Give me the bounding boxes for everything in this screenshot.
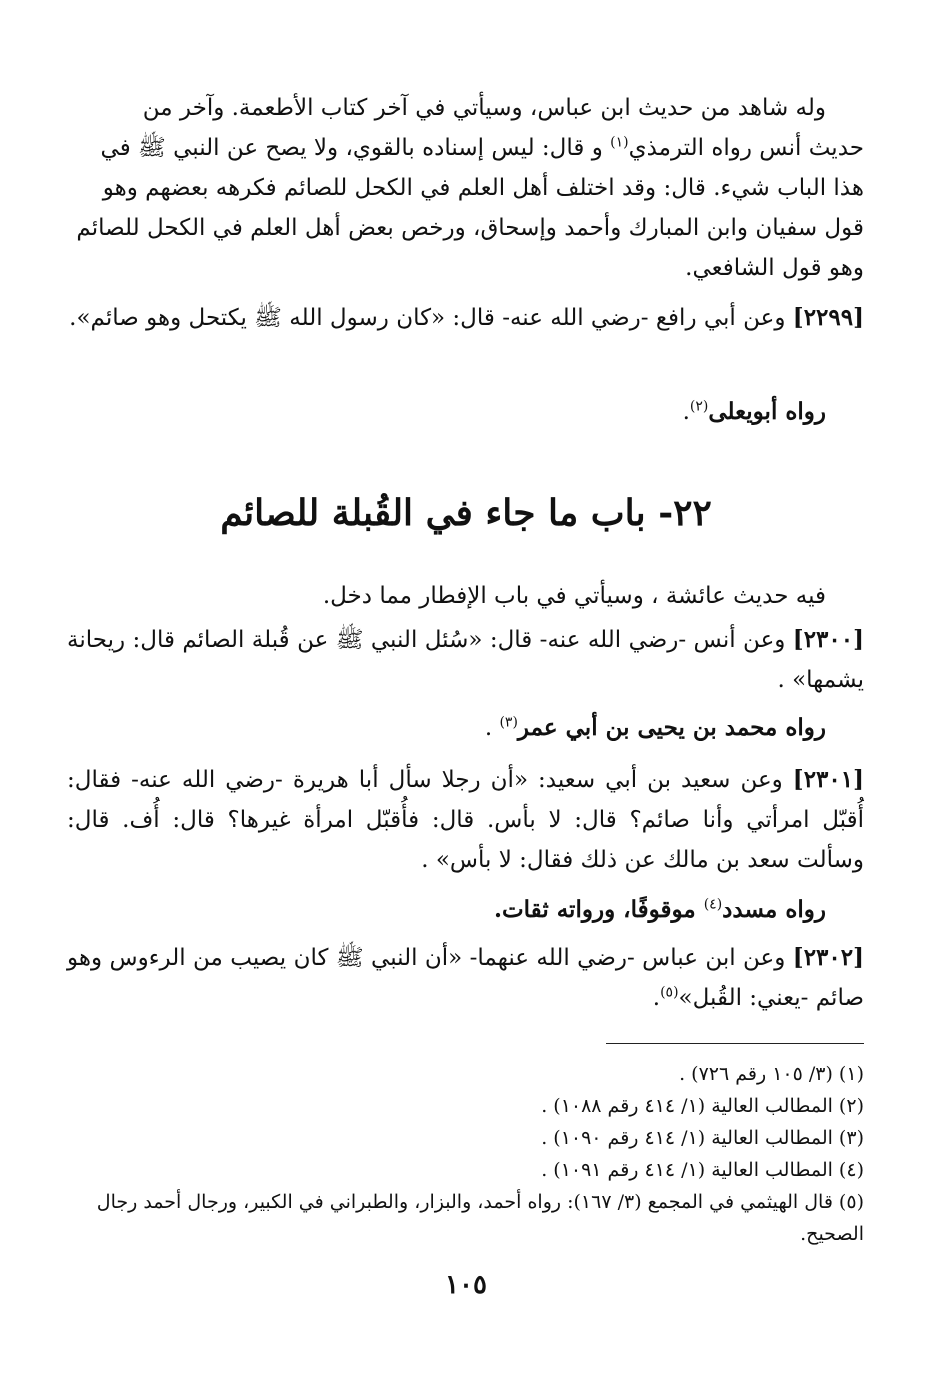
- footnote-ref: (٥): [660, 984, 679, 1001]
- text-span: و قال: ليس إسناده بالقوي، ولا يصح عن النبي ﷺ في: [100, 135, 611, 161]
- narration-2299: [67, 392, 864, 432]
- narration-text: رواه مسدد: [722, 896, 826, 923]
- footnote-4: (٤) المطالب العالية (١/ ٤١٤ رقم ١٠٩١) .: [541, 1159, 864, 1181]
- text-line: وله شاهد من حديث ابن عباس، وسيأتي في آخر كتاب الأطعمة. وآخر من: [142, 95, 826, 121]
- footnote-ref: (٤): [703, 896, 723, 913]
- footnote-ref: (٣): [499, 714, 518, 731]
- text-line: وهو قول الشافعي.: [685, 255, 864, 281]
- narration-end: موقوفًا، ورواته ثقات.: [494, 896, 704, 923]
- narration-text: رواه أبويعلى: [708, 398, 826, 425]
- footnote-3: (٣) المطالب العالية (١/ ٤١٤ رقم ١٠٩٠) .: [541, 1127, 864, 1149]
- text-span: حديث أنس رواه الترمذي: [628, 135, 864, 161]
- hadith-2302: [67, 938, 864, 1018]
- hadith-text: وعن أنس -رضي الله عنه- قال: «سُئل النبي ﷺ عن قُبلة الصائم قال: ريحانة يشمها» .: [67, 627, 864, 693]
- hadith-text: وعن سعيد بن أبي سعيد: «أن رجلا سأل أبا هريرة -رضي الله عنه- فقال: أُقبّل امرأتي وأنا صائم؟ قال: لا بأس. قال: فأُقبّل امرأة غيرها؟ قال: أُف. قال: وسألت سعد بن مالك عن ذلك فقال: لا بأس» .: [67, 767, 865, 873]
- hadith-2300: [67, 620, 864, 700]
- hadith-number: [٢٢٩٩]: [792, 304, 864, 331]
- hadith-number: [٢٣٠٠]: [792, 626, 864, 653]
- footnote-1: (١) (٣/ ١٠٥ رقم ٧٢٦) .: [679, 1063, 864, 1085]
- text-line: [67, 128, 864, 168]
- narration-end: .: [484, 715, 500, 741]
- paragraph-shahid: [67, 88, 864, 288]
- footnote-5: (٥) قال الهيثمي في المجمع (٣/ ١٦٧): رواه أحمد، والبزار، والطبراني في الكبير، ورجال أحمد رجال الصحيح.: [96, 1191, 864, 1245]
- text-line: هذا الباب شيء. قال: وقد اختلف أهل العلم في الكحل للصائم فكرهه بعضهم وهو: [102, 175, 864, 201]
- footnote-ref: (١): [610, 134, 629, 151]
- hadith-end: .: [652, 985, 661, 1011]
- footnote-divider: [606, 1043, 864, 1044]
- hadith-number: [٢٣٠٢]: [792, 944, 864, 971]
- footnote-ref: (٢): [689, 398, 709, 415]
- page-number: ١٠٥: [445, 1270, 487, 1300]
- hadith-2299: [67, 298, 864, 338]
- hadith-text: وعن أبي رافع -رضي الله عنه- قال: «كان رسول الله ﷺ يكتحل وهو صائم».: [69, 305, 793, 331]
- footnote-2: (٢) المطالب العالية (١/ ٤١٤ رقم ١٠٨٨) .: [541, 1095, 864, 1117]
- narration-text: رواه محمد بن يحيى بن أبي عمر: [517, 714, 826, 741]
- text-line: قول سفيان وابن المبارك وأحمد وإسحاق، ورخص بعض أهل العلم في الكحل للصائم: [76, 215, 864, 241]
- narration-end: .: [682, 399, 690, 425]
- chapter-heading: ٢٢- باب ما جاء في القُبلة للصائم: [220, 492, 712, 534]
- narration-2300: [67, 708, 864, 748]
- hadith-number: [٢٣٠١]: [792, 766, 864, 793]
- narration-2301: [67, 890, 864, 930]
- chapter-intro: فيه حديث عائشة ، وسيأتي في باب الإفطار مما دخل.: [322, 583, 826, 609]
- hadith-text: وعن ابن عباس -رضي الله عنهما- «أن النبي ﷺ كان يصيب من الرءوس وهو صائم -يعني: القُبل»: [67, 945, 864, 1011]
- hadith-2301: [67, 760, 864, 880]
- footnotes: [67, 1058, 864, 1250]
